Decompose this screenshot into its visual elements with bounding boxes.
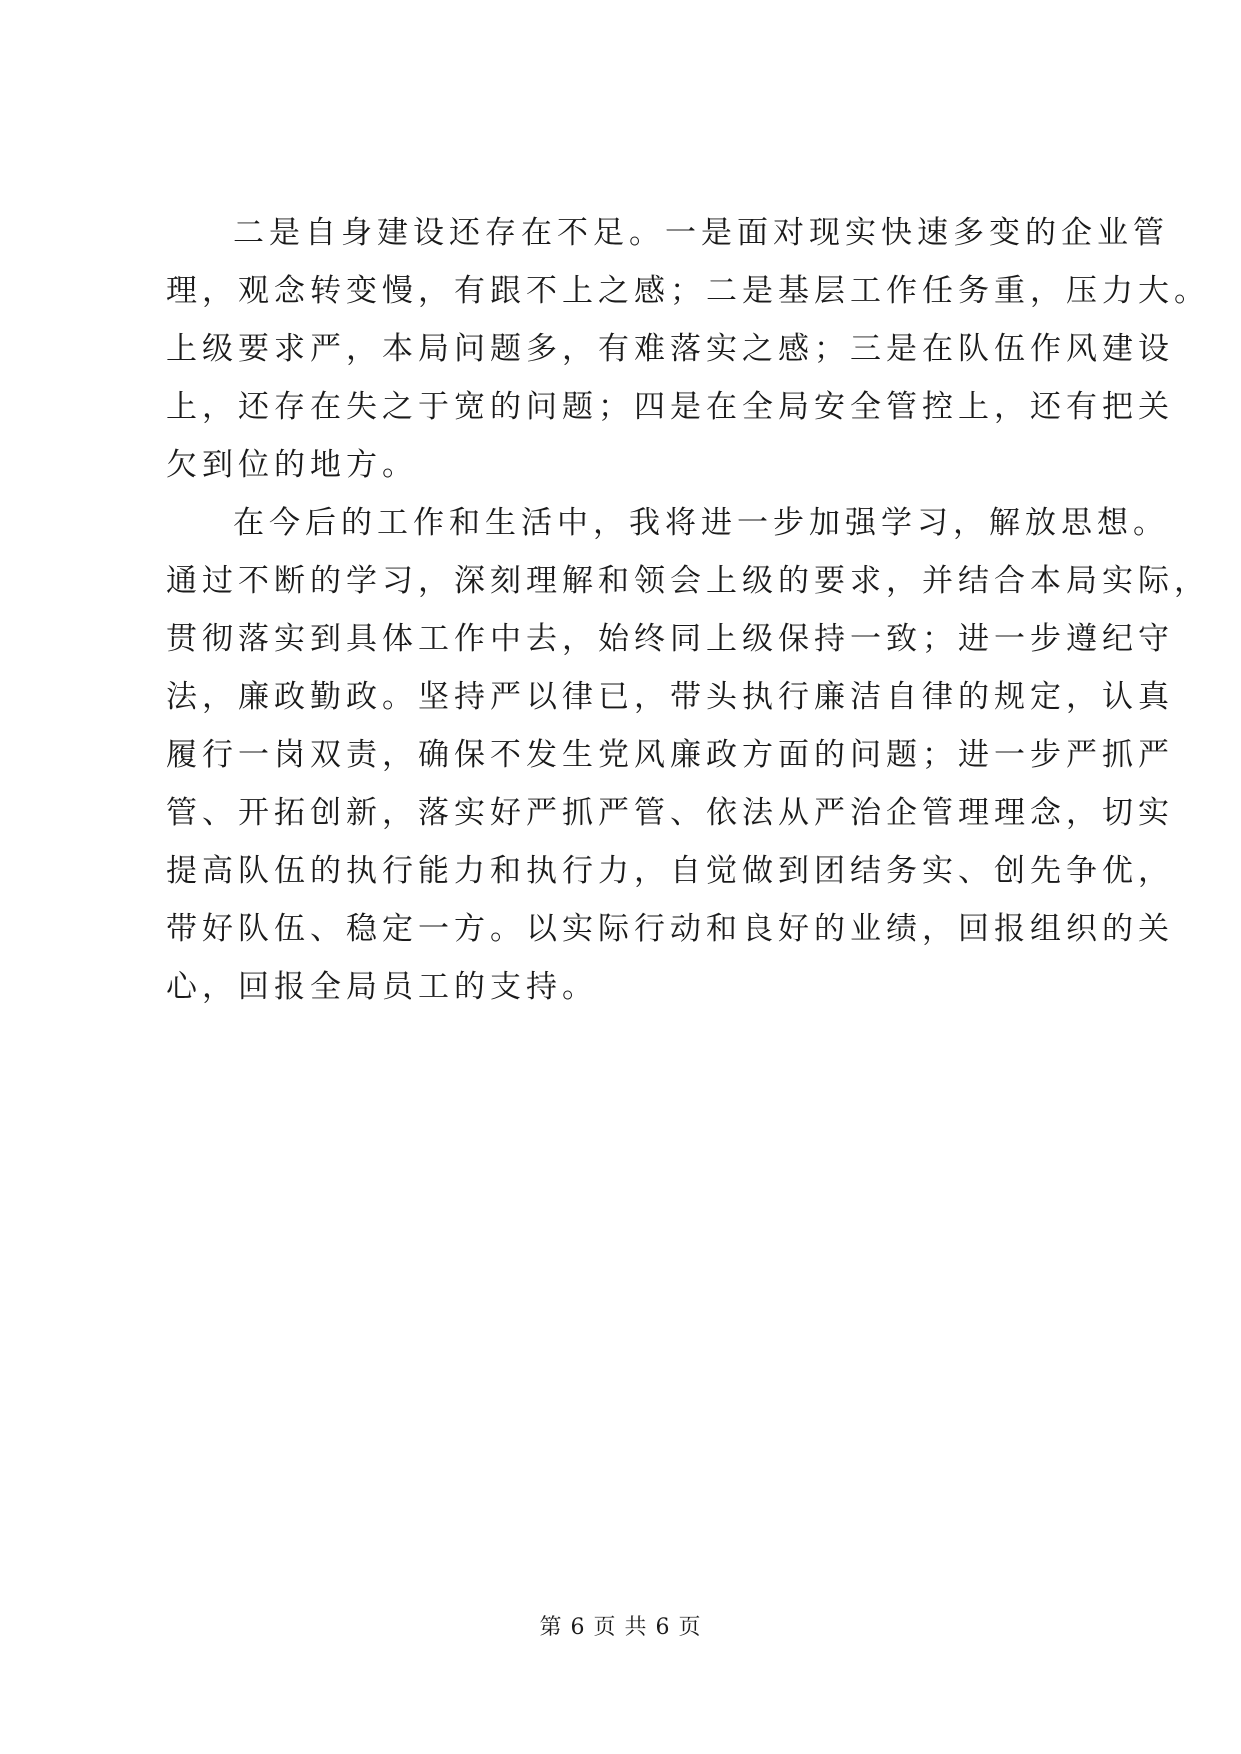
paragraph-line: 上级要求严，本局问题多，有难落实之感；三是在队伍作风建设 (166, 331, 1174, 367)
paragraph-line: 法，廉政勤政。坚持严以律已，带头执行廉洁自律的规定，认真 (166, 679, 1174, 715)
paragraph-line: 在今后的工作和生活中，我将进一步加强学习，解放思想。 (233, 505, 1169, 541)
paragraph-line: 带好队伍、稳定一方。以实际行动和良好的业绩，回报组织的关 (166, 911, 1174, 947)
paragraph-future-plans (166, 494, 1210, 1016)
paragraph-line: 管、开拓创新，落实好严抓严管、依法从严治企管理理念，切实 (166, 795, 1174, 831)
paragraph-line: 心，回报全局员工的支持。 (166, 969, 598, 1005)
paragraph-line: 上，还存在失之于宽的问题；四是在全局安全管控上，还有把关 (166, 389, 1174, 425)
document-body (166, 204, 1210, 1016)
page-number-footer: 第 6 页 共 6 页 (539, 1615, 702, 1640)
paragraph-line: 二是自身建设还存在不足。一是面对现实快速多变的企业管 (233, 215, 1169, 251)
paragraph-line: 欠到位的地方。 (166, 447, 418, 483)
paragraph-line: 履行一岗双责，确保不发生党风廉政方面的问题；进一步严抓严 (166, 737, 1174, 773)
paragraph-line: 理，观念转变慢，有跟不上之感；二是基层工作任务重，压力大。 (166, 273, 1210, 309)
paragraph-line: 贯彻落实到具体工作中去，始终同上级保持一致；进一步遵纪守 (166, 621, 1174, 657)
paragraph-shortcomings (166, 204, 1210, 494)
paragraph-line: 通过不断的学习，深刻理解和领会上级的要求，并结合本局实际， (166, 563, 1210, 599)
paragraph-line: 提高队伍的执行能力和执行力，自觉做到团结务实、创先争优， (166, 853, 1174, 889)
